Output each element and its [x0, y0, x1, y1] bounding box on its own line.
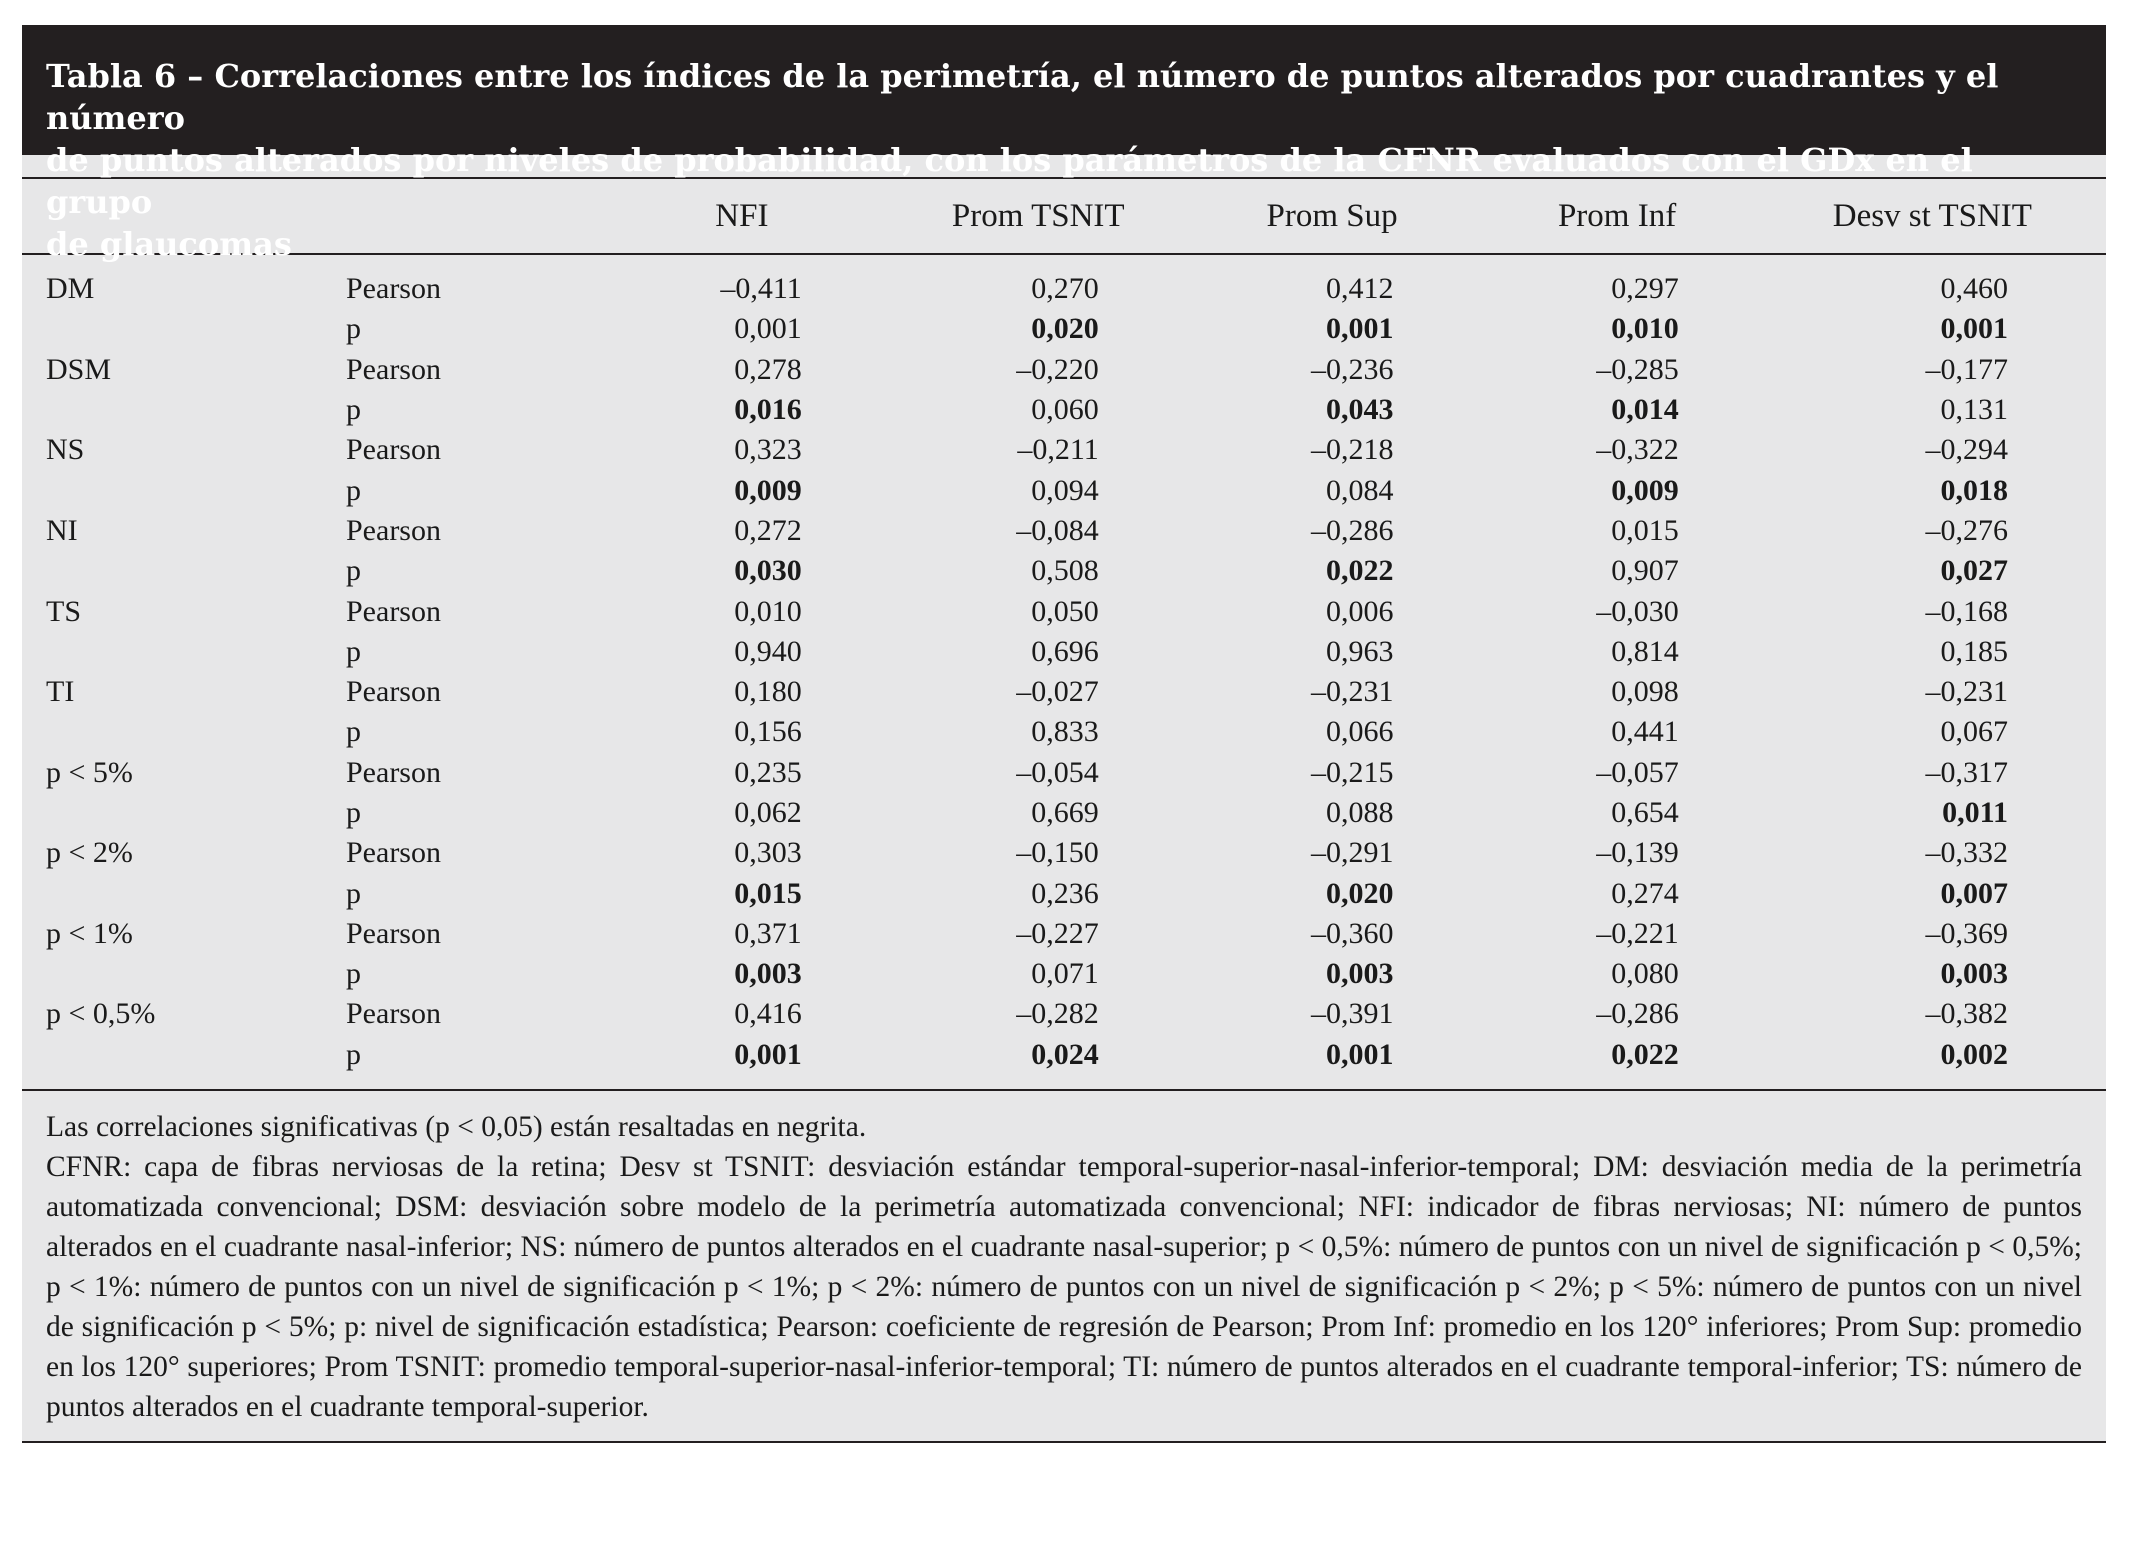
cell-value: 0,003	[734, 957, 802, 991]
cell-value: 0,009	[734, 473, 802, 507]
row-statistic: Pearson	[346, 594, 441, 628]
cell-value: 0,002	[1940, 1037, 2008, 1071]
cell-value: –0,168	[1925, 594, 2008, 628]
cell-value: 0,024	[1031, 1037, 1099, 1071]
cell-value: 0,696	[1031, 634, 1099, 668]
cell-value: –0,215	[1310, 755, 1394, 789]
row-statistic: Pearson	[346, 513, 441, 547]
cell-value: 0,156	[734, 715, 802, 749]
cell-value: –0,177	[1925, 352, 2008, 386]
row-statistic: Pearson	[346, 352, 441, 386]
column-header-desv-st-tsnit: Desv st TSNIT	[1759, 178, 2106, 254]
cell-value: 0,297	[1611, 272, 1679, 306]
cell-value: 0,371	[734, 916, 802, 950]
row-label	[22, 954, 346, 994]
cell-value: 0,011	[1942, 796, 2008, 829]
row-label	[22, 551, 346, 591]
table-row	[22, 954, 2106, 994]
table-row	[22, 753, 2106, 793]
title-line: de glaucomas	[46, 225, 292, 263]
row-label: DM	[46, 272, 95, 306]
row-statistic: Pearson	[346, 997, 441, 1031]
column-header-prom-inf: Prom Inf	[1475, 178, 1758, 254]
cell-value: 0,007	[1940, 876, 2008, 910]
cell-value: 0,907	[1611, 554, 1679, 588]
table-row	[22, 632, 2106, 672]
row-statistic: p	[346, 473, 361, 507]
table-row	[22, 994, 2106, 1034]
cell-value: 0,131	[1940, 393, 2008, 427]
row-statistic: p	[346, 312, 361, 346]
cell-value: 0,062	[734, 796, 802, 829]
cell-value: 0,441	[1611, 715, 1679, 749]
cell-value: 0,067	[1940, 715, 2008, 749]
cell-value: 0,274	[1611, 876, 1679, 910]
title-line: Tabla 6 – Correlaciones entre los índices de la perimetría, el número de puntos alterados por cuadrantes y el número	[46, 57, 1999, 137]
row-label	[22, 1035, 346, 1089]
table-footnotes	[22, 1089, 2106, 1443]
cell-value: 0,027	[1940, 554, 2008, 588]
table-row	[22, 793, 2106, 833]
table-row	[22, 672, 2106, 712]
cell-value: 0,043	[1325, 393, 1394, 427]
table-row	[22, 591, 2106, 631]
row-label: TI	[46, 675, 75, 709]
cell-value: 0,270	[1031, 272, 1099, 306]
row-statistic: Pearson	[346, 675, 441, 709]
cell-value: 0,416	[734, 997, 802, 1031]
cell-value: 0,303	[734, 836, 802, 870]
cell-value: –0,382	[1925, 997, 2008, 1031]
cell-value: –0,391	[1310, 997, 1394, 1031]
cell-value: –0,282	[1016, 997, 1099, 1031]
cell-value: –0,220	[1016, 352, 1099, 386]
cell-value: 0,323	[734, 433, 802, 467]
row-label: NS	[46, 433, 85, 467]
cell-value: 0,066	[1325, 715, 1394, 749]
cell-value: 0,654	[1611, 796, 1679, 829]
cell-value: 0,022	[1325, 554, 1394, 588]
footnote-significance: Las correlaciones significativas (p < 0,05) están resaltadas en negrita.	[46, 1110, 867, 1143]
row-statistic: Pearson	[346, 272, 441, 306]
row-label	[22, 390, 346, 430]
row-label: DSM	[46, 352, 112, 386]
cell-value: 0,235	[734, 755, 802, 789]
header-empty	[346, 178, 596, 254]
cell-value: 0,272	[734, 513, 802, 547]
cell-value: 0,180	[734, 675, 802, 709]
cell-value: 0,088	[1325, 796, 1394, 829]
table-row	[22, 350, 2106, 390]
table-row	[22, 873, 2106, 913]
cell-value: 0,460	[1940, 272, 2008, 306]
cell-value: 0,412	[1325, 272, 1394, 306]
table-6	[22, 25, 2106, 1443]
cell-value: –0,294	[1925, 433, 2008, 467]
cell-value: –0,411	[720, 272, 802, 306]
table-row	[22, 430, 2106, 470]
cell-value: 0,508	[1031, 554, 1099, 588]
correlation-table	[22, 177, 2106, 1089]
table-row	[22, 712, 2106, 752]
table-body-area	[22, 155, 2106, 1443]
cell-value: 0,050	[1031, 594, 1099, 628]
cell-value: –0,211	[1017, 433, 1099, 467]
cell-value: –0,291	[1310, 836, 1394, 870]
cell-value: 0,016	[734, 393, 802, 427]
cell-value: –0,221	[1596, 916, 1679, 950]
row-statistic: Pearson	[346, 755, 441, 789]
cell-value: 0,963	[1325, 634, 1394, 668]
cell-value: 0,006	[1325, 594, 1394, 628]
row-statistic: Pearson	[346, 433, 441, 467]
table-row	[22, 470, 2106, 510]
cell-value: –0,150	[1016, 836, 1099, 870]
column-header-nfi: NFI	[596, 178, 888, 254]
title-line: de puntos alterados por niveles de probabilidad, con los parámetros de la CFNR evaluados con el GDx en el grupo	[46, 141, 1973, 221]
row-statistic: p	[346, 876, 361, 910]
cell-value: 0,814	[1611, 634, 1679, 668]
cell-value: 0,001	[1940, 312, 2008, 346]
footnote-abbreviations: CFNR: capa de fibras nerviosas de la retina; Desv st TSNIT: desviación estándar temporal-superior-nasal-inferior-temporal; DM: desviación media de la perimetría automatizada convencional; DSM: desviación sobre modelo de la perimetría automatizada convencional; NFI: indicador de fibras nerviosas; NI: número de puntos alterados en el cuadrante nasal-inferior; NS: número de puntos alterados en el cuadrante nasal-superior; p < 0,5%: número de puntos con un nivel de significación p < 0,5%; p < 1%: número de puntos con un nivel de significación p < 1%; p < 2%: número de puntos con un nivel de significación p < 2%; p < 5%: número de puntos con un nivel de significación p < 5%; p: nivel de significación estadística; Pearson: coeficiente de regresión de Pearson; Prom Inf: promedio en los 120° inferiores; Prom Sup: promedio en los 120° superiores; Prom TSNIT: promedio temporal-superior-nasal-inferior-temporal; TI: número de puntos alterados en el cuadrante temporal-inferior; TS: número de puntos alterados en el cuadrante temporal-superior.	[46, 1150, 2082, 1423]
table-row	[22, 390, 2106, 430]
column-header-prom-tsnit: Prom TSNIT	[888, 178, 1189, 254]
table-row	[22, 309, 2106, 349]
cell-value: –0,139	[1596, 836, 1679, 870]
cell-value: 0,022	[1611, 1037, 1679, 1071]
cell-value: 0,001	[734, 1037, 802, 1071]
row-label	[22, 632, 346, 672]
cell-value: 0,080	[1611, 957, 1679, 991]
table-row	[22, 1035, 2106, 1089]
row-statistic: p	[346, 634, 361, 668]
cell-value: –0,286	[1596, 997, 1679, 1031]
row-label: p < 0,5%	[46, 997, 156, 1031]
cell-value: –0,332	[1925, 836, 2008, 870]
table-row	[22, 551, 2106, 591]
row-label: p < 2%	[46, 836, 133, 870]
cell-value: –0,236	[1310, 352, 1394, 386]
cell-value: –0,276	[1925, 513, 2008, 547]
row-statistic: p	[346, 715, 361, 749]
header-row	[22, 178, 2106, 254]
row-statistic: Pearson	[346, 916, 441, 950]
cell-value: 0,015	[1611, 513, 1679, 547]
cell-value: 0,003	[1940, 957, 2008, 991]
cell-value: –0,027	[1016, 675, 1099, 709]
cell-value: –0,231	[1925, 675, 2008, 709]
cell-value: –0,057	[1596, 755, 1679, 789]
cell-value: 0,669	[1031, 796, 1099, 829]
cell-value: 0,018	[1940, 473, 2008, 507]
row-statistic: p	[346, 554, 361, 588]
cell-value: –0,030	[1596, 594, 1679, 628]
table-row	[22, 254, 2106, 309]
row-label	[22, 470, 346, 510]
row-statistic: p	[346, 393, 361, 427]
cell-value: –0,317	[1925, 755, 2008, 789]
cell-value: 0,001	[1325, 312, 1394, 346]
row-label: p < 5%	[46, 755, 133, 789]
cell-value: 0,278	[734, 352, 802, 386]
cell-value: 0,010	[1611, 312, 1679, 346]
cell-value: 0,833	[1031, 715, 1099, 749]
row-statistic: p	[346, 796, 361, 829]
cell-value: –0,054	[1016, 755, 1099, 789]
cell-value: 0,010	[734, 594, 802, 628]
row-statistic: p	[346, 1037, 361, 1071]
cell-value: –0,360	[1310, 916, 1394, 950]
cell-value: 0,003	[1325, 957, 1394, 991]
cell-value: 0,001	[734, 312, 802, 346]
row-label	[22, 793, 346, 833]
table-rows	[22, 254, 2106, 1089]
cell-value: 0,020	[1031, 312, 1099, 346]
row-label	[22, 873, 346, 913]
cell-value: –0,285	[1596, 352, 1679, 386]
cell-value: 0,001	[1325, 1037, 1394, 1071]
row-label	[22, 712, 346, 752]
cell-value: 0,236	[1031, 876, 1099, 910]
row-statistic: Pearson	[346, 836, 441, 870]
cell-value: –0,369	[1925, 916, 2008, 950]
cell-value: –0,218	[1310, 433, 1394, 467]
row-statistic: p	[346, 957, 361, 991]
cell-value: –0,322	[1596, 433, 1679, 467]
cell-value: 0,940	[734, 634, 802, 668]
cell-value: 0,185	[1940, 634, 2008, 668]
cell-value: 0,009	[1611, 473, 1679, 507]
row-label: p < 1%	[46, 916, 133, 950]
cell-value: 0,015	[734, 876, 802, 910]
column-header-prom-sup: Prom Sup	[1189, 178, 1476, 254]
cell-value: –0,227	[1016, 916, 1099, 950]
cell-value: 0,060	[1031, 393, 1099, 427]
row-label: NI	[46, 513, 78, 547]
row-label	[22, 309, 346, 349]
cell-value: 0,098	[1611, 675, 1679, 709]
cell-value: 0,030	[734, 554, 802, 588]
table-row	[22, 833, 2106, 873]
cell-value: 0,094	[1031, 473, 1099, 507]
cell-value: –0,286	[1310, 513, 1394, 547]
cell-value: 0,084	[1325, 473, 1394, 507]
cell-value: 0,020	[1325, 876, 1394, 910]
cell-value: 0,071	[1031, 957, 1099, 991]
cell-value: –0,084	[1016, 513, 1099, 547]
cell-value: 0,014	[1611, 393, 1679, 427]
row-label: TS	[46, 594, 82, 628]
table-row	[22, 511, 2106, 551]
table-row	[22, 914, 2106, 954]
cell-value: –0,231	[1310, 675, 1394, 709]
